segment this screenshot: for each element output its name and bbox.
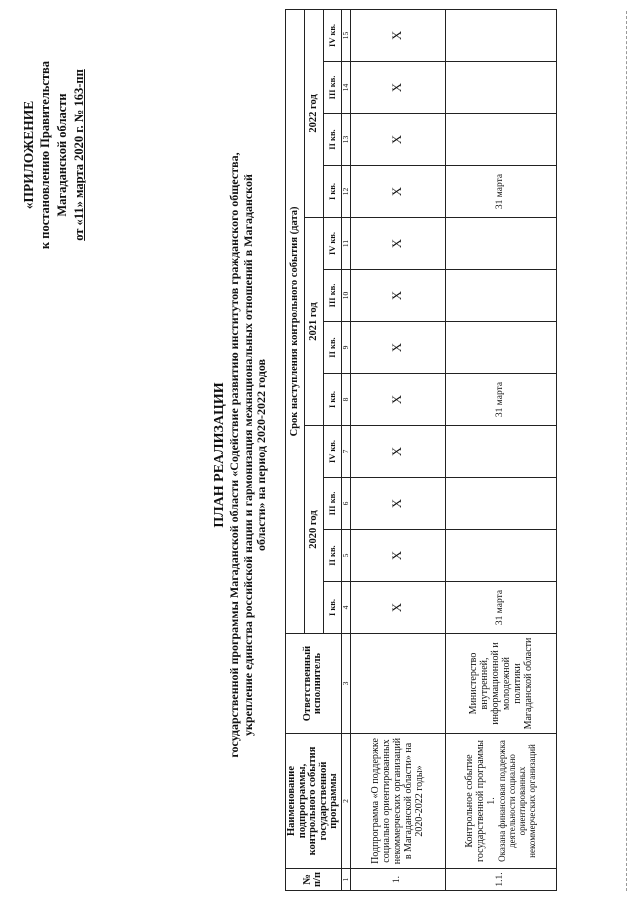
column-number: 12 xyxy=(341,166,350,218)
quarter-mark: X xyxy=(350,322,445,374)
row-name-line-1: Контрольное событие государственной программы 1. xyxy=(464,739,497,863)
header-quarter: II кв. xyxy=(324,530,341,582)
empty-cell xyxy=(445,426,556,478)
row-num: 1.1. xyxy=(445,869,556,891)
plan-subtitle-line-1: государственной программы Магаданской области «Содействие развитию институтов гражданского общества, xyxy=(227,152,241,758)
appendix-block xyxy=(20,25,88,285)
header-quarter: I кв. xyxy=(324,374,341,426)
appendix-title: «ПРИЛОЖЕНИЕ xyxy=(21,100,36,210)
plan-subtitle xyxy=(228,25,269,885)
header-quarter: III кв. xyxy=(324,270,341,322)
empty-cell xyxy=(445,218,556,270)
column-number: 11 xyxy=(341,218,350,270)
row-num: 1. xyxy=(350,869,445,891)
header-term: Срок наступления контрольного события (дата) xyxy=(286,9,305,633)
header-quarter: IV кв. xyxy=(324,9,341,61)
row-executor xyxy=(350,634,445,734)
plan-title: ПЛАН РЕАЛИЗАЦИИ xyxy=(212,382,227,528)
empty-cell xyxy=(445,9,556,61)
plan-table xyxy=(285,9,557,891)
appendix-line-3: от «11» марта 2020 г. № 163-пп xyxy=(72,69,86,241)
column-number-row xyxy=(341,9,350,890)
column-number: 6 xyxy=(341,478,350,530)
column-number: 2 xyxy=(341,734,350,869)
column-number: 9 xyxy=(341,322,350,374)
quarter-mark: X xyxy=(350,114,445,166)
header-row-1 xyxy=(286,9,305,890)
quarter-mark: X xyxy=(350,374,445,426)
column-number: 15 xyxy=(341,9,350,61)
column-number: 14 xyxy=(341,62,350,114)
quarter-mark: X xyxy=(350,582,445,634)
column-number: 4 xyxy=(341,582,350,634)
row-name: Подпрограмма «О поддержке социально ориентированных некоммерческих организаций в Магаданской области» на 2020-2022 годы» xyxy=(350,734,445,869)
header-quarter: IV кв. xyxy=(324,426,341,478)
control-date-2021: 31 марта xyxy=(445,374,556,426)
header-year-2021: 2021 год xyxy=(305,218,324,426)
header-quarter: II кв. xyxy=(324,322,341,374)
header-name: Наименование подпрограммы, контрольного события государственной программы xyxy=(286,734,342,869)
header-year-2022: 2022 год xyxy=(305,9,324,217)
appendix-line-2: Магаданской области xyxy=(55,93,69,217)
quarter-mark: X xyxy=(350,218,445,270)
header-quarter: III кв. xyxy=(324,62,341,114)
table-row-control-event xyxy=(445,9,556,890)
quarter-mark: X xyxy=(350,530,445,582)
appendix-line-1: к постановлению Правительства xyxy=(38,60,52,250)
row-name-line-2: Оказана финансовая поддержка деятельности социально ориентированных некоммерческих организаций xyxy=(497,740,537,862)
header-quarter: IV кв. xyxy=(324,218,341,270)
row-executor: Министерство внутренней, информационной и молодежной политики Магаданской области xyxy=(445,634,556,734)
header-num: № п/п xyxy=(286,869,342,891)
quarter-mark: X xyxy=(350,9,445,61)
empty-cell xyxy=(445,530,556,582)
header-executor: Ответственный исполнитель xyxy=(286,634,342,734)
control-date-2020: 31 марта xyxy=(445,582,556,634)
column-number: 8 xyxy=(341,374,350,426)
empty-cell xyxy=(445,62,556,114)
column-number: 7 xyxy=(341,426,350,478)
quarter-mark: X xyxy=(350,166,445,218)
quarter-mark: X xyxy=(350,62,445,114)
header-year-2020: 2020 год xyxy=(305,426,324,634)
control-date-2022: 31 марта xyxy=(445,166,556,218)
table-row-subprogram xyxy=(350,9,445,890)
column-number: 13 xyxy=(341,114,350,166)
plan-subtitle-line-2: укрепление единства российской нации и гармонизация межнациональных отношений в Магаданской xyxy=(240,174,255,736)
column-number: 3 xyxy=(341,634,350,734)
empty-cell xyxy=(445,114,556,166)
quarter-mark: X xyxy=(350,478,445,530)
column-number: 5 xyxy=(341,530,350,582)
empty-cell xyxy=(445,322,556,374)
column-number: 1 xyxy=(341,869,350,891)
row-name xyxy=(445,734,556,869)
empty-cell xyxy=(445,478,556,530)
empty-cell xyxy=(445,270,556,322)
quarter-mark: X xyxy=(350,426,445,478)
plan-subtitle-line-3: области» на период 2020-2022 годов xyxy=(254,358,268,552)
page-bottom-line xyxy=(626,11,627,891)
header-quarter: II кв. xyxy=(324,114,341,166)
column-number: 10 xyxy=(341,270,350,322)
header-quarter: I кв. xyxy=(324,582,341,634)
header-quarter: I кв. xyxy=(324,166,341,218)
header-quarter: III кв. xyxy=(324,478,341,530)
quarter-mark: X xyxy=(350,270,445,322)
